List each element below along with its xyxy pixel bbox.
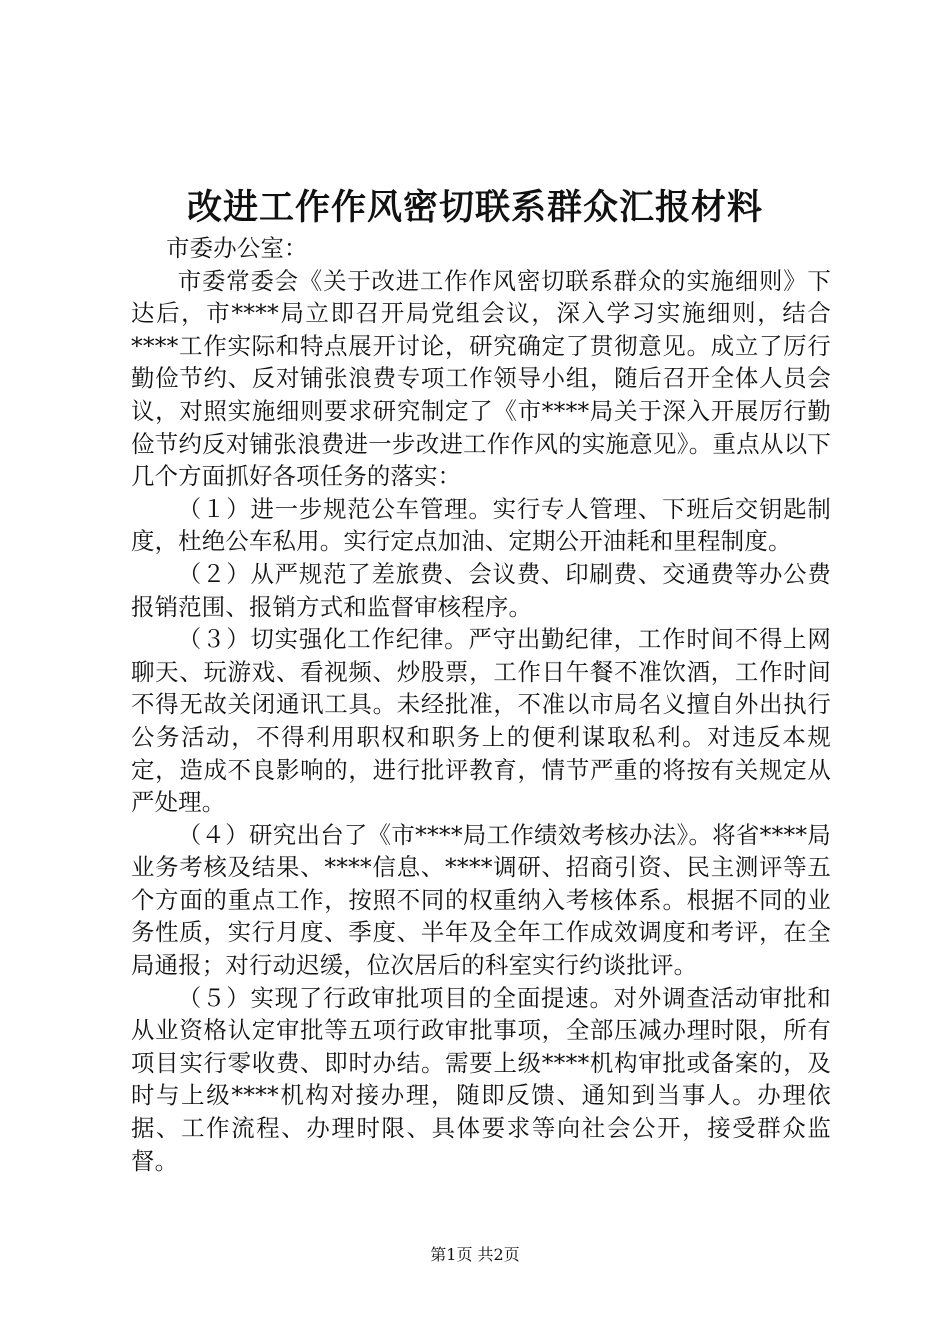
paragraph-item-3: （３）切实强化工作纪律。严守出勤纪律，工作时间不得上网聊天、玩游戏、看视频、炒股票，工作日午餐不准饮酒，工作时间不得无故关闭通讯工具。未经批准，不准以市局名义擅自外出执行公务活动，不得利用职权和职务上的便利谋取私利。对违反本规定，造成不良影响的，进行批评教育，情节严重的将按有关规定从严处理。 — [131, 625, 831, 817]
document-body — [131, 232, 831, 1177]
document-title: 改进工作作风密切联系群众汇报材料 — [186, 187, 763, 228]
paragraph-intro: 市委常委会《关于改进工作作风密切联系群众的实施细则》下达后，市****局立即召开局党组会议，深入学习实施细则，结合****工作实际和特点展开讨论，研究确定了贯彻意见。成立了厉行勤俭节约、反对铺张浪费专项工作领导小组，随后召开全体人员会议，对照实施细则要求研究制定了《市****局关于深入开展厉行勤俭节约反对铺张浪费进一步改进工作作风的实施意见》。重点从以下几个方面抓好各项任务的落实： — [131, 266, 831, 491]
paragraph-item-5: （５）实现了行政审批项目的全面提速。对外调查活动审批和从业资格认定审批等五项行政审批事项，全部压减办理时限，所有项目实行零收费、即时办结。需要上级****机构审批或备案的，及时与上级****机构对接办理，随即反馈、通知到当事人。办理依据、工作流程、办理时限、具体要求等向社会公开，接受群众监督。 — [131, 983, 831, 1175]
page-indicator: 第1页 共2页 — [430, 1245, 520, 1264]
paragraph-item-2: （２）从严规范了差旅费、会议费、印刷费、交通费等办公费报销范围、报销方式和监督审核程序。 — [131, 559, 831, 621]
paragraph-item-1: （１）进一步规范公车管理。实行专人管理、下班后交钥匙制度，杜绝公车私用。实行定点加油、定期公开油耗和里程制度。 — [131, 494, 831, 556]
paragraph-item-4: （４）研究出台了《市****局工作绩效考核办法》。将省****局业务考核及结果、****信息、****调研、招商引资、民主测评等五个方面的重点工作，按照不同的权重纳入考核体系。根据不同的业务性质，实行月度、季度、半年及全年工作成效调度和考评，在全局通报；对行动迟缓，位次居后的科室实行约谈批评。 — [131, 820, 831, 980]
salutation: 市委办公室： — [166, 234, 308, 262]
